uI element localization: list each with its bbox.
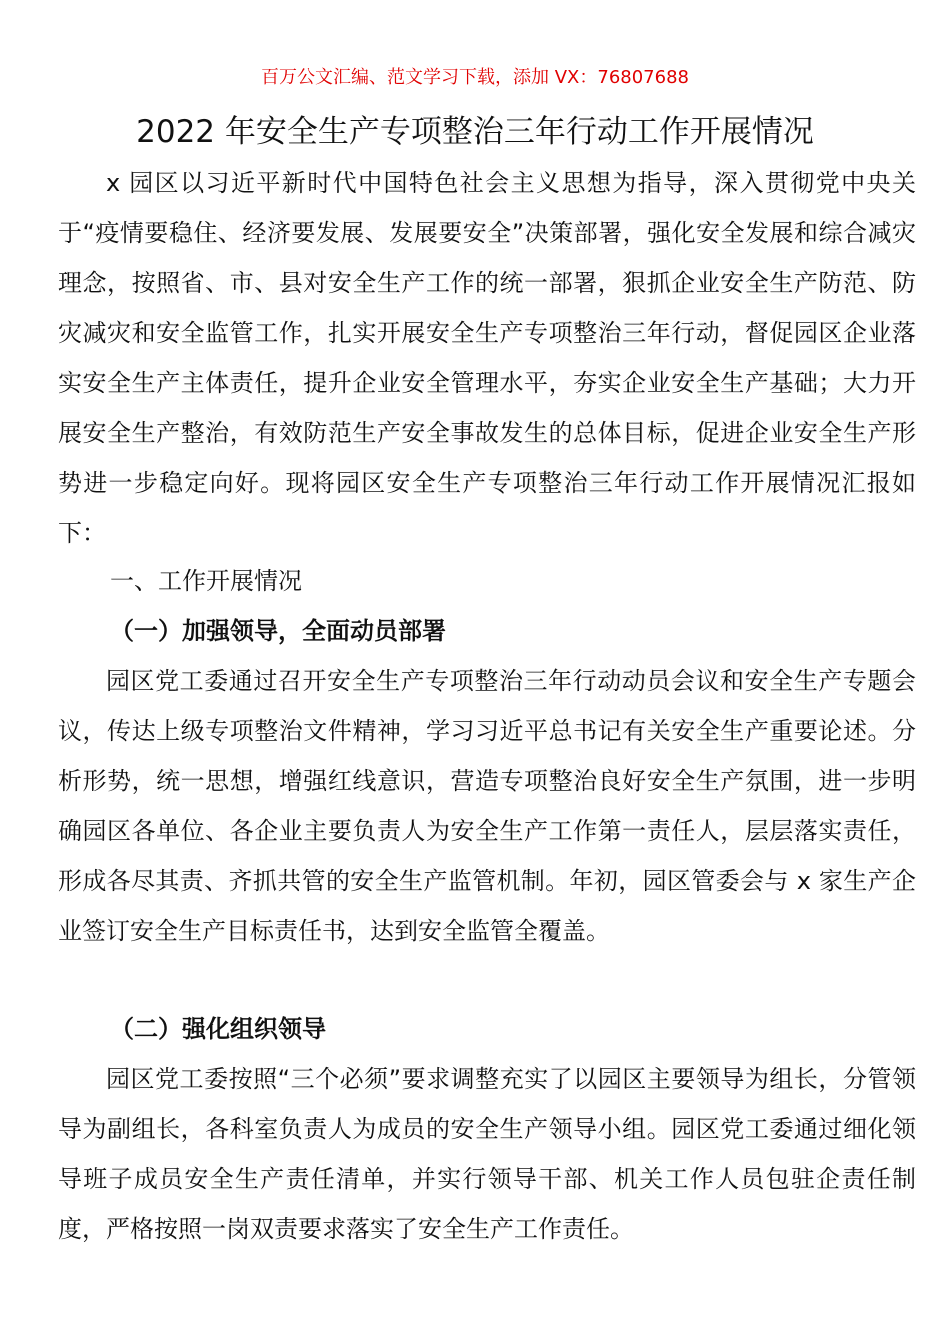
document-title: 2022 年安全生产专项整治三年行动工作开展情况 xyxy=(136,114,814,150)
header-watermark-note: 百万公文汇编、范文学习下载，添加 VX：76807688 xyxy=(261,67,689,88)
subsection-heading-organization-leadership: （二）强化组织领导 xyxy=(110,1015,326,1043)
section-heading-work-progress: 一、工作开展情况 xyxy=(110,567,302,595)
subsection-heading-leadership-mobilization: （一）加强领导，全面动员部署 xyxy=(110,617,446,645)
subsection-1-paragraph: 园区党工委通过召开安全生产专项整治三年行动动员会议和安全生产专题会议，传达上级专项整治文件精神，学习习近平总书记有关安全生产重要论述。分析形势，统一思想，增强红线意识，营造专项整治良好安全生产氛围，进一步明确园区各单位、各企业主要负责人为安全生产工作第一责任人，层层落实责任，形成各尽其责、齐抓共管的安全生产监管机制。年初，园区管委会与 x 家生产企业签订安全生产目标责任书，达到安全监管全覆盖。 xyxy=(58,667,916,945)
subsection-2-paragraph: 园区党工委按照“三个必须”要求调整充实了以园区主要领导为组长，分管领导为副组长，各科室负责人为成员的安全生产领导小组。园区党工委通过细化领导班子成员安全生产责任清单，并实行领导干部、机关工作人员包驻企责任制度，严格按照一岗双责要求落实了安全生产工作责任。 xyxy=(58,1065,916,1243)
intro-paragraph: x 园区以习近平新时代中国特色社会主义思想为指导，深入贯彻党中央关于“疫情要稳住、经济要发展、发展要安全”决策部署，强化安全发展和综合减灾理念，按照省、市、县对安全生产工作的统一部署，狠抓企业安全生产防范、防灾减灾和安全监管工作，扎实开展安全生产专项整治三年行动，督促园区企业落实安全生产主体责任，提升企业安全管理水平，夯实企业安全生产基础；大力开展安全生产整治，有效防范生产安全事故发生的总体目标，促进企业安全生产形势进一步稳定向好。现将园区安全生产专项整治三年行动工作开展情况汇报如下： xyxy=(58,169,916,547)
